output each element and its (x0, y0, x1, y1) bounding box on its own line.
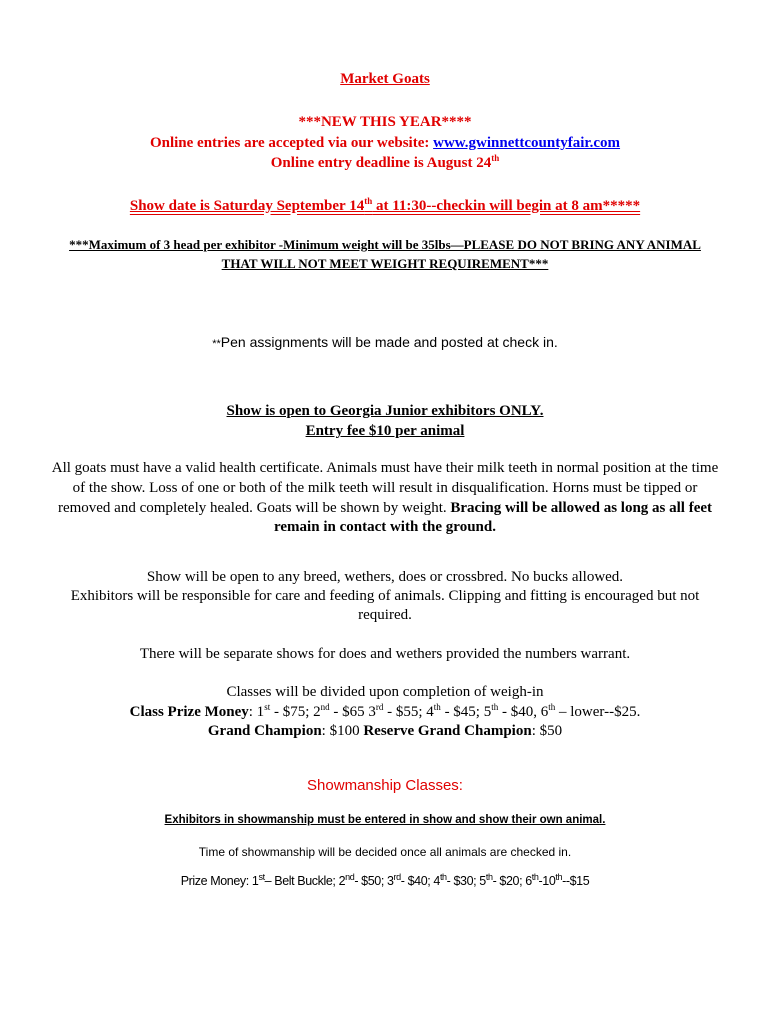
showmanship-prize-money: Prize Money: 1st– Belt Buckle; 2nd- $50; 3rd- $40; 4th- $30; 5th- $20; 6th-10th--$15 (180, 871, 590, 888)
health-line-4: remain in contact with the ground. (274, 519, 496, 535)
health-line-2: of the show. Loss of one or both of the milk teeth will result in disqualification. Horns must be tipped or (72, 480, 698, 496)
open-to-juniors: Show is open to Georgia Junior exhibitors ONLY. (226, 403, 544, 419)
show-date: Show date is Saturday September 14th at 11:30--checkin will begin at 8 am***** (129, 196, 641, 214)
website-link[interactable]: www.gwinnettcountyfair.com (433, 135, 621, 151)
champion-prizes: Grand Champion: $100 Reserve Grand Champion: $50 (207, 723, 563, 739)
entry-fee: Entry fee $10 per animal (305, 423, 465, 439)
online-entries-line: Online entries are accepted via our website: www.gwinnettcountyfair.com (149, 135, 621, 151)
new-this-year: ***NEW THIS YEAR**** (298, 114, 472, 130)
doc-title: Market Goats (340, 71, 430, 87)
maximum-head-line-1: ***Maximum of 3 head per exhibitor -Minimum weight will be 35lbs—PLEASE DO NOT BRING ANY ANIMAL (69, 237, 701, 252)
showmanship-time: Time of showmanship will be decided once all animals are checked in. (198, 845, 572, 859)
maximum-head-line-2: THAT WILL NOT MEET WEIGHT REQUIREMENT*** (221, 256, 549, 271)
pen-assignments: **Pen assignments will be made and posted at check in. (212, 334, 558, 350)
breeds-line-1: Show will be open to any breed, wethers, does or crossbred. No bucks allowed. (146, 569, 624, 585)
classes-divided: Classes will be divided upon completion of weigh-in (226, 684, 544, 700)
breeds-line-3: required. (358, 607, 412, 623)
class-prize-money: Class Prize Money: 1st - $75; 2nd - $65 3rd - $55; 4th - $45; 5th - $40, 6th – lower--$25. (129, 702, 641, 720)
showmanship-heading: Showmanship Classes: (307, 777, 463, 794)
health-line-3: removed and completely healed. Goats will be shown by weight. Bracing will be allowed as long as all feet (57, 500, 713, 516)
separate-shows: There will be separate shows for does and wethers provided the numbers warrant. (139, 646, 631, 662)
breeds-line-2: Exhibitors will be responsible for care and feeding of animals. Clipping and fitting is encouraged but not (70, 588, 700, 604)
showmanship-rule: Exhibitors in showmanship must be entered in show and show their own animal. (164, 814, 606, 826)
entry-deadline: Online entry deadline is August 24th (270, 153, 500, 171)
health-line-1: All goats must have a valid health certificate. Animals must have their milk teeth in normal position at the time (51, 460, 719, 476)
